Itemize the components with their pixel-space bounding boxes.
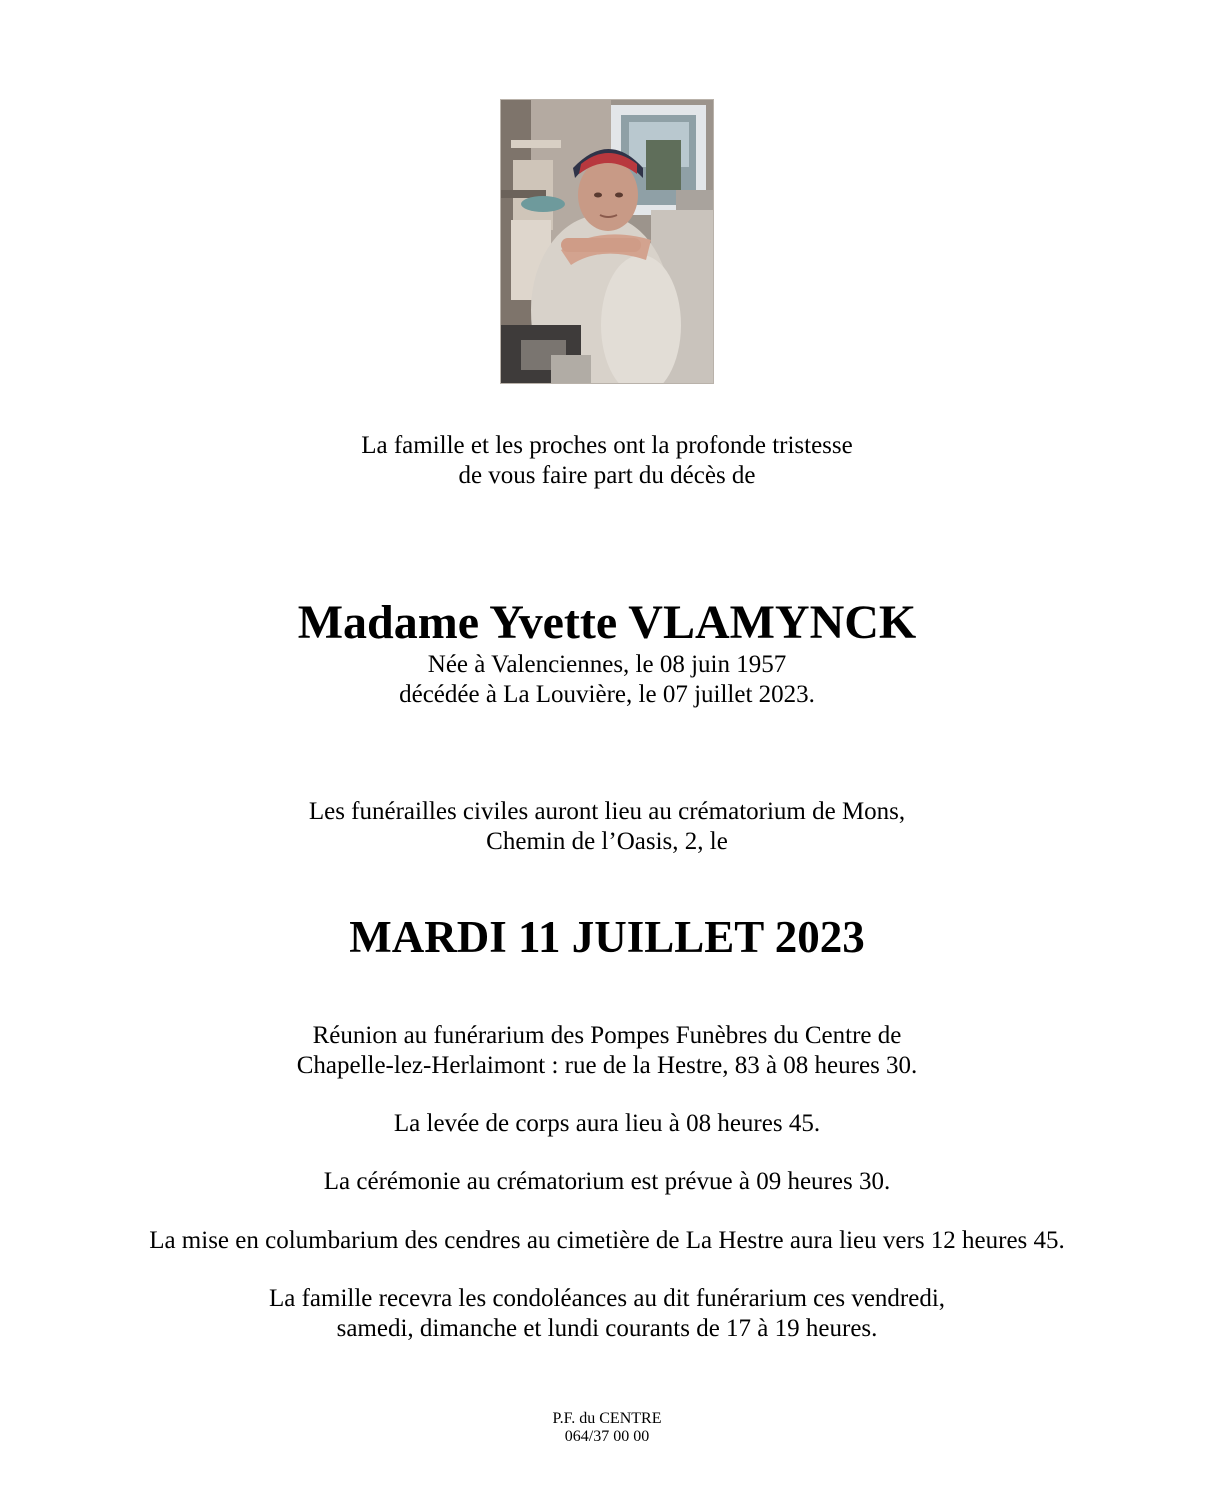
death-line: décédée à La Louvière, le 07 juillet 2023. — [399, 681, 815, 708]
company-name: P.F. du CENTRE — [552, 1410, 662, 1427]
meeting-line-1: Réunion au funérarium des Pompes Funèbres du Centre de — [312, 1022, 902, 1049]
condolences-line-2: samedi, dimanche et lundi courants de 17 à 19 heures. — [336, 1315, 878, 1342]
funeral-home-footer — [0, 1410, 1214, 1446]
portrait-image — [501, 100, 714, 384]
intro-text — [0, 431, 1214, 491]
levee-text: La levée de corps aura lieu à 08 heures 45. — [393, 1110, 821, 1137]
birth-line: Née à Valenciennes, le 08 juin 1957 — [427, 651, 787, 678]
intro-line-2: de vous faire part du décès de — [458, 462, 756, 489]
deceased-name: Madame Yvette VLAMYNCK — [297, 596, 917, 649]
condolences-text — [0, 1284, 1214, 1344]
life-dates — [0, 650, 1214, 710]
funeral-location — [0, 797, 1214, 857]
meeting-text — [0, 1021, 1214, 1081]
columbarium-text: La mise en columbarium des cendres au cimetière de La Hestre aura lieu vers 12 heures 45. — [149, 1227, 1065, 1254]
company-phone: 064/37 00 00 — [564, 1428, 650, 1445]
intro-line-1: La famille et les proches ont la profonde tristesse — [361, 432, 853, 459]
funeral-line-2: Chemin de l’Oasis, 2, le — [486, 828, 728, 855]
portrait-photo — [500, 99, 714, 384]
condolences-line-1: La famille recevra les condoléances au dit funérarium ces vendredi, — [268, 1285, 946, 1312]
funeral-line-1: Les funérailles civiles auront lieu au crématorium de Mons, — [308, 798, 906, 825]
meeting-line-2: Chapelle-lez-Herlaimont : rue de la Hestre, 83 à 08 heures 30. — [296, 1052, 918, 1079]
ceremony-text: La cérémonie au crématorium est prévue à 09 heures 30. — [323, 1168, 891, 1195]
funeral-date: MARDI 11 JUILLET 2023 — [349, 912, 865, 962]
